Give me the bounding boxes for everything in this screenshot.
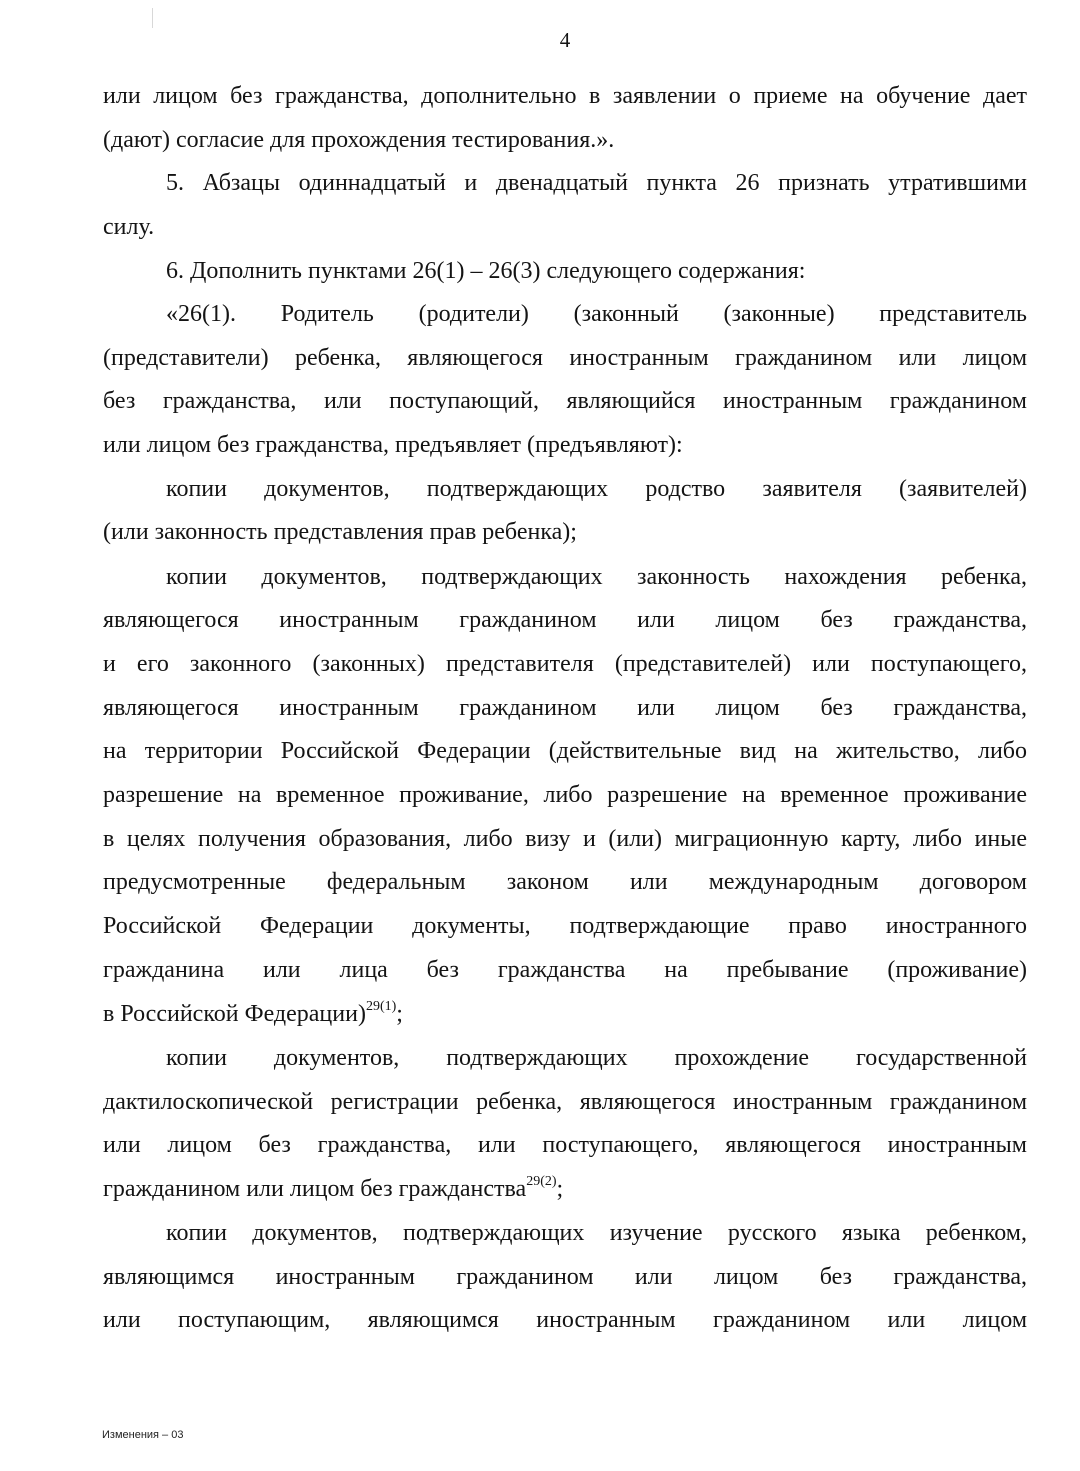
text-line: «26(1). Родитель (родители) (законный (законные) представитель	[166, 301, 1027, 327]
text-line: в целях получения образования, либо визу и (или) миграционную карту, либо иные	[103, 826, 1027, 852]
text-line: (или законность представления прав ребенка);	[103, 519, 577, 545]
text-line: предусмотренные федеральным законом или международным договором	[103, 869, 1027, 895]
text-line: без гражданства, или поступающий, являющийся иностранным гражданином	[103, 388, 1027, 414]
text-line: 6. Дополнить пунктами 26(1) – 26(3) следующего содержания:	[166, 258, 806, 284]
text-line-with-footnote	[103, 1173, 1027, 1205]
text-line: и его законного (законных) представителя (представителей) или поступающего,	[103, 651, 1027, 677]
page-footer: Изменения – 03	[102, 1429, 184, 1441]
text-line: (представители) ребенка, являющегося иностранным гражданином или лицом	[103, 345, 1027, 371]
text-line: гражданином или лицом без гражданства	[103, 1176, 527, 1202]
text-line: или лицом без гражданства, предъявляет (предъявляют):	[103, 432, 683, 458]
text-line: копии документов, подтверждающих прохождение государственной	[166, 1045, 1027, 1071]
footnote-marker: 29(2)	[526, 1174, 557, 1189]
text-line: в Российской Федерации)	[103, 1001, 366, 1027]
text-line: являющегося иностранным гражданином или лицом без гражданства,	[103, 607, 1027, 633]
text-line: 5. Абзацы одиннадцатый и двенадцатый пункта 26 признать утратившими	[166, 170, 1027, 196]
text-line: дактилоскопической регистрации ребенка, являющегося иностранным гражданином	[103, 1089, 1027, 1115]
text-line: или поступающим, являющимся иностранным гражданином или лицом	[103, 1307, 1027, 1333]
text-line: или лицом без гражданства, или поступающего, являющегося иностранным	[103, 1132, 1027, 1158]
text-line: на территории Российской Федерации (действительные вид на жительство, либо	[103, 738, 1027, 764]
text-line: являющимся иностранным гражданином или лицом без гражданства,	[103, 1264, 1027, 1290]
text-line: или лицом без гражданства, дополнительно в заявлении о приеме на обучение дает	[103, 83, 1027, 109]
text-line: копии документов, подтверждающих законность нахождения ребенка,	[166, 564, 1027, 590]
text-line: (дают) согласие для прохождения тестирования.».	[103, 127, 615, 153]
text-line: копии документов, подтверждающих изучение русского языка ребенком,	[166, 1220, 1027, 1246]
text-line: силу.	[103, 214, 155, 240]
footnote-marker: 29(1)	[365, 999, 397, 1014]
page-number: 4	[559, 28, 571, 52]
text-line: разрешение на временное проживание, либо разрешение на временное проживание	[103, 782, 1027, 808]
text-line: Российской Федерации документы, подтверждающие право иностранного	[103, 913, 1027, 939]
line-end-punctuation: ;	[556, 1176, 564, 1202]
text-line: копии документов, подтверждающих родство заявителя (заявителей)	[166, 476, 1027, 502]
text-line: являющегося иностранным гражданином или лицом без гражданства,	[103, 695, 1027, 721]
scan-margin-mark	[152, 8, 153, 28]
text-line: гражданина или лица без гражданства на пребывание (проживание)	[103, 957, 1027, 983]
text-line-with-footnote	[103, 998, 1027, 1030]
line-end-punctuation: ;	[396, 1001, 403, 1027]
